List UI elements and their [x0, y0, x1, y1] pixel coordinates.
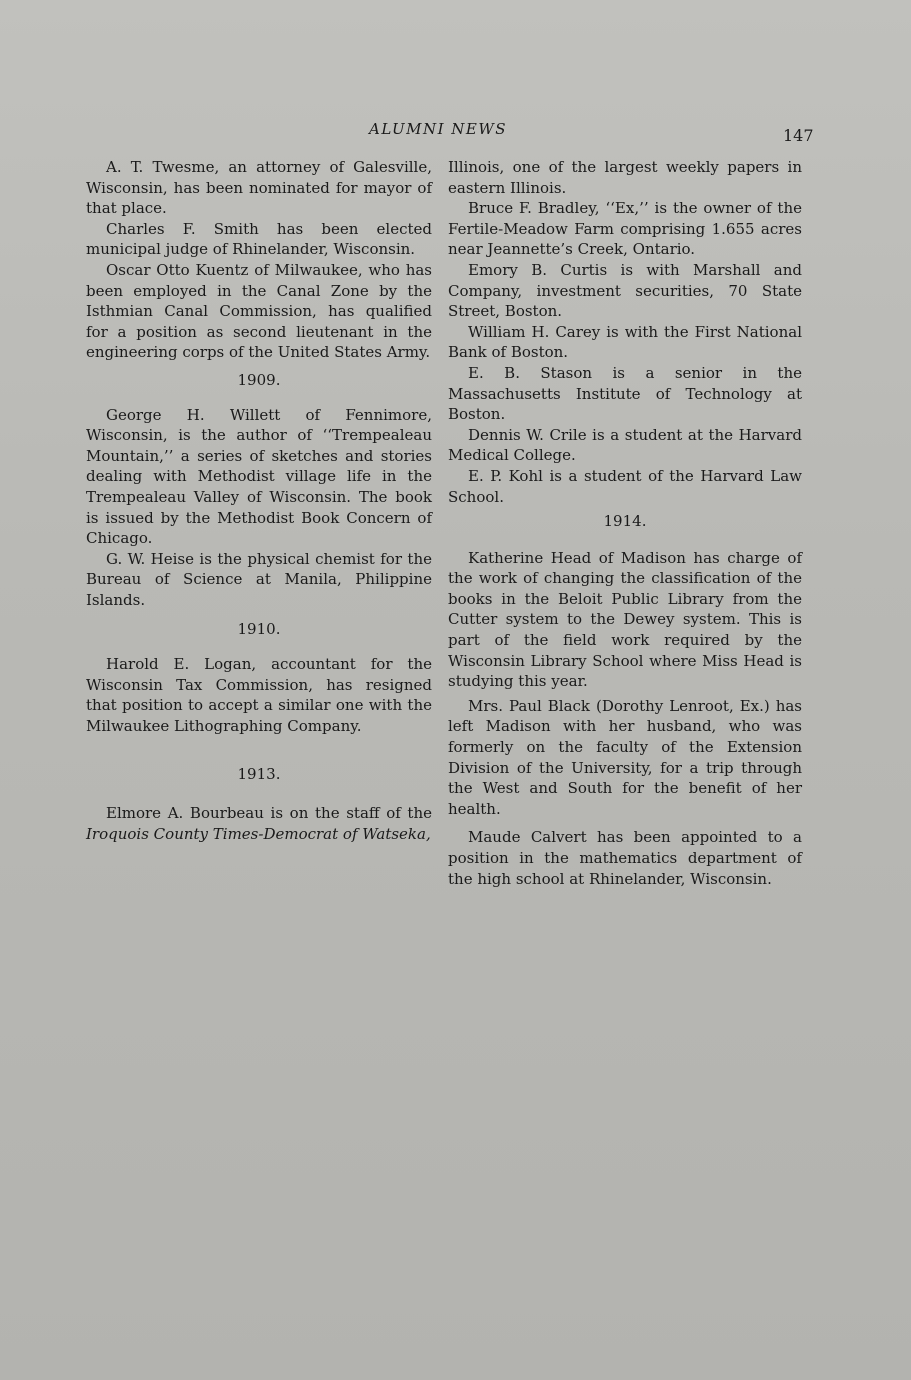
news-item: William H. Carey is with the First National Bank of Boston.	[448, 322, 802, 362]
news-item: G. W. Heise is the physical chemist for the Bureau of Science at Manila, Philippine Islands.	[86, 549, 432, 609]
news-text: Elmore A. Bourbeau is on the staff of the	[106, 804, 432, 823]
news-item: Dennis W. Crile is a student at the Harvard Medical College.	[448, 425, 802, 465]
running-header: ALUMNI NEWS	[369, 120, 508, 138]
news-item: Oscar Otto Kuentz of Milwaukee, who has been employed in the Canal Zone by the Isthmian Canal Commission, has qualified for a position as second lieutenant in the engineering corps of the United States Army.	[86, 260, 432, 362]
news-item-continued: Illinois, one of the largest weekly papers in eastern Illinois.	[448, 158, 802, 197]
news-item: George H. Willett of Fennimore, Wisconsin, is the author of ‘‘Trempealeau Mountain,’’ a series of sketches and stories dealing with Methodist village life in the Trempealeau Valley of Wisconsin. The book is issued by the Methodist Book Concern of Chicago.	[86, 405, 432, 548]
news-item: A. T. Twesme, an attorney of Galesville, Wisconsin, has been nominated for mayor of that place.	[86, 158, 432, 218]
news-item: Harold E. Logan, accountant for the Wisconsin Tax Commission, has resigned that position to accept a similar one with the Milwaukee Lithographing Company.	[86, 655, 432, 735]
year-heading-1910: 1910.	[237, 620, 281, 639]
year-heading-1914: 1914.	[603, 512, 647, 531]
news-item: Emory B. Curtis is with Marshall and Company, investment securities, 70 State Street, Boston.	[448, 260, 802, 321]
newspaper-title: Iroquois County Times-Democrat of Watseka,	[86, 824, 431, 843]
news-item: Bruce F. Bradley, ‘‘Ex,’’ is the owner of the Fertile-Meadow Farm comprising 1.655 acres near Jeannette’s Creek, Ontario.	[448, 199, 802, 259]
news-item: Katherine Head of Madison has charge of the work of changing the classification of the books in the Beloit Public Library from the Cutter system to the Dewey system. This is part of the field work required by the Wisconsin Library School where Miss Head is studying this year.	[448, 548, 802, 691]
left-column	[86, 157, 432, 844]
news-item: Maude Calvert has been appointed to a position in the mathematics department of the high school at Rhinelander, Wisconsin.	[448, 828, 802, 888]
news-item: Mrs. Paul Black (Dorothy Lenroot, Ex.) has left Madison with her husband, who was formerly on the faculty of the Extension Division of the University, for a trip through the West and South for the benefit of her health.	[448, 696, 802, 818]
page-number: 147	[783, 126, 814, 145]
news-item: E. B. Stason is a senior in the Massachusetts Institute of Technology at Boston.	[448, 363, 802, 424]
news-item	[86, 803, 432, 844]
year-heading-1909: 1909.	[237, 370, 281, 389]
year-heading-1913: 1913.	[237, 765, 281, 784]
right-column	[448, 157, 802, 889]
news-item: Charles F. Smith has been elected municipal judge of Rhinelander, Wisconsin.	[86, 219, 432, 259]
news-item: E. P. Kohl is a student of the Harvard Law School.	[448, 466, 802, 506]
